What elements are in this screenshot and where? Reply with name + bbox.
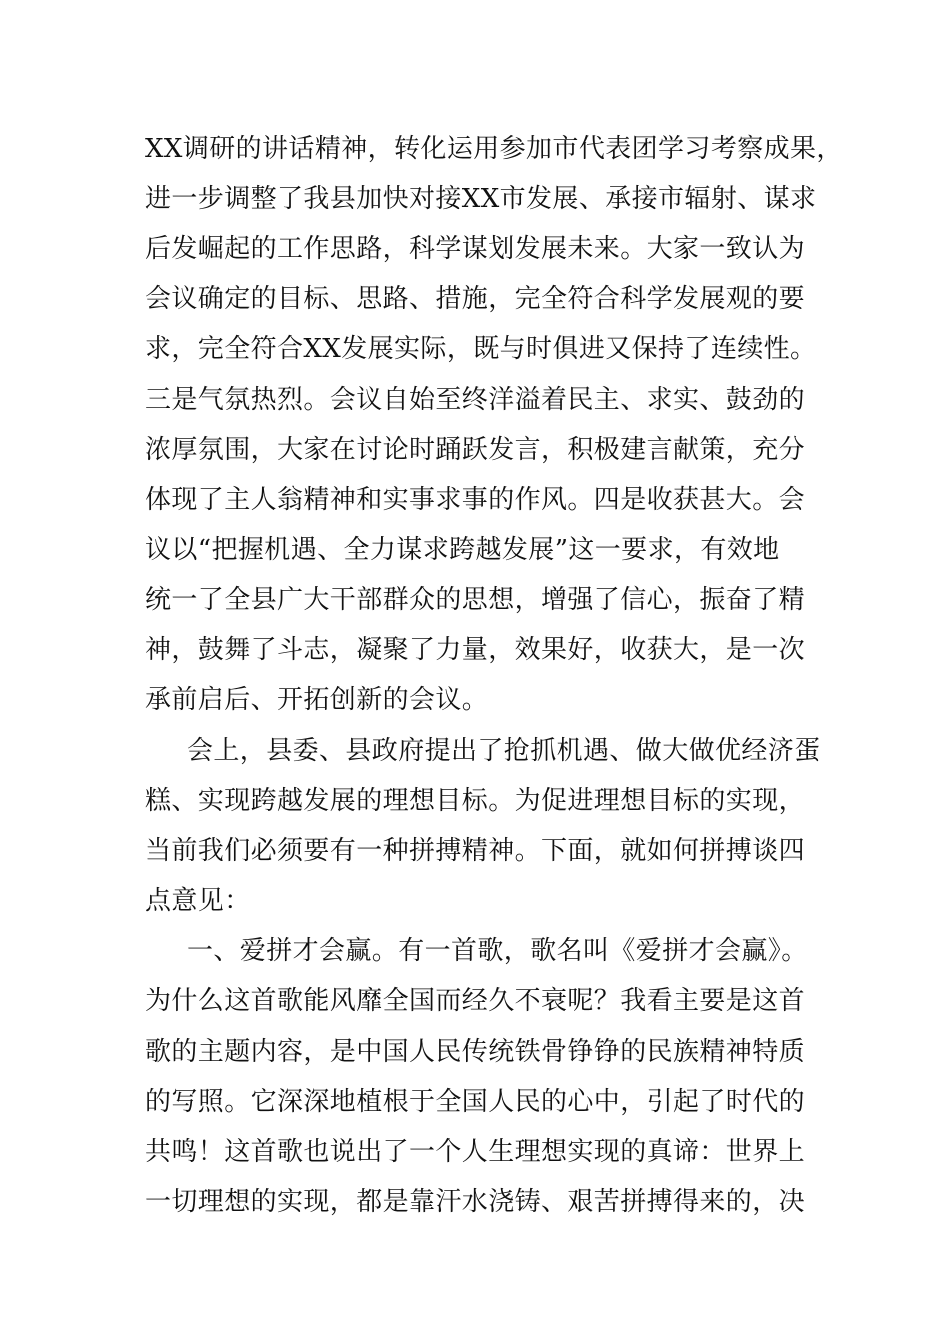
text-line: 糕、实现跨越发展的理想目标。为促进理想目标的实现， [145, 786, 806, 816]
text-line: 当前我们必须要有一种拼搏精神。下面，就如何拼搏谈四 [145, 836, 806, 866]
text-line: 一切理想的实现，都是靠汗水浇铸、艰苦拼搏得来的，决 [145, 1187, 806, 1217]
text-line: 浓厚氛围，大家在讨论时踊跃发言，积极建言献策，充分 [145, 435, 806, 465]
text-line: 为什么这首歌能风靡全国而经久不衰呢？我看主要是这首 [145, 986, 806, 1016]
text-line: 体现了主人翁精神和实事求事的作风。四是收获甚大。会 [145, 485, 806, 515]
text-line: 求，完全符合XX发展实际，既与时俱进又保持了连续性。 [145, 334, 817, 364]
text-line: 三是气氛热烈。会议自始至终洋溢着民主、求实、鼓劲的 [145, 385, 806, 415]
text-line: 点意见： [145, 886, 251, 916]
text-line: 歌的主题内容，是中国人民传统铁骨铮铮的民族精神特质 [145, 1037, 806, 1067]
paragraph-first-line: 一、爱拼才会赢。有一首歌，歌名叫《爱拼才会赢》。 [187, 936, 808, 966]
text-line: 会议确定的目标、思路、措施，完全符合科学发展观的要 [145, 284, 806, 314]
text-line: XX调研的讲话精神，转化运用参加市代表团学习考察成果， [145, 134, 843, 164]
text-line: 的写照。它深深地植根于全国人民的心中，引起了时代的 [145, 1087, 806, 1117]
text-line: 共鸣！这首歌也说出了一个人生理想实现的真谛：世界上 [145, 1137, 806, 1167]
text-line: 神，鼓舞了斗志，凝聚了力量，效果好，收获大，是一次 [145, 635, 806, 665]
text-line: 统一了全县广大干部群众的思想，增强了信心，振奋了精 [145, 585, 806, 615]
text-line: 后发崛起的工作思路，科学谋划发展未来。大家一致认为 [145, 234, 806, 264]
text-line: 进一步调整了我县加快对接XX市发展、承接市辐射、谋求 [145, 184, 817, 214]
text-line: 议以“把握机遇、全力谋求跨越发展”这一要求，有效地 [145, 535, 780, 565]
text-line: 承前启后、开拓创新的会议。 [145, 685, 489, 715]
paragraph-first-line: 会上，县委、县政府提出了抢抓机遇、做大做优经济蛋 [187, 736, 821, 766]
